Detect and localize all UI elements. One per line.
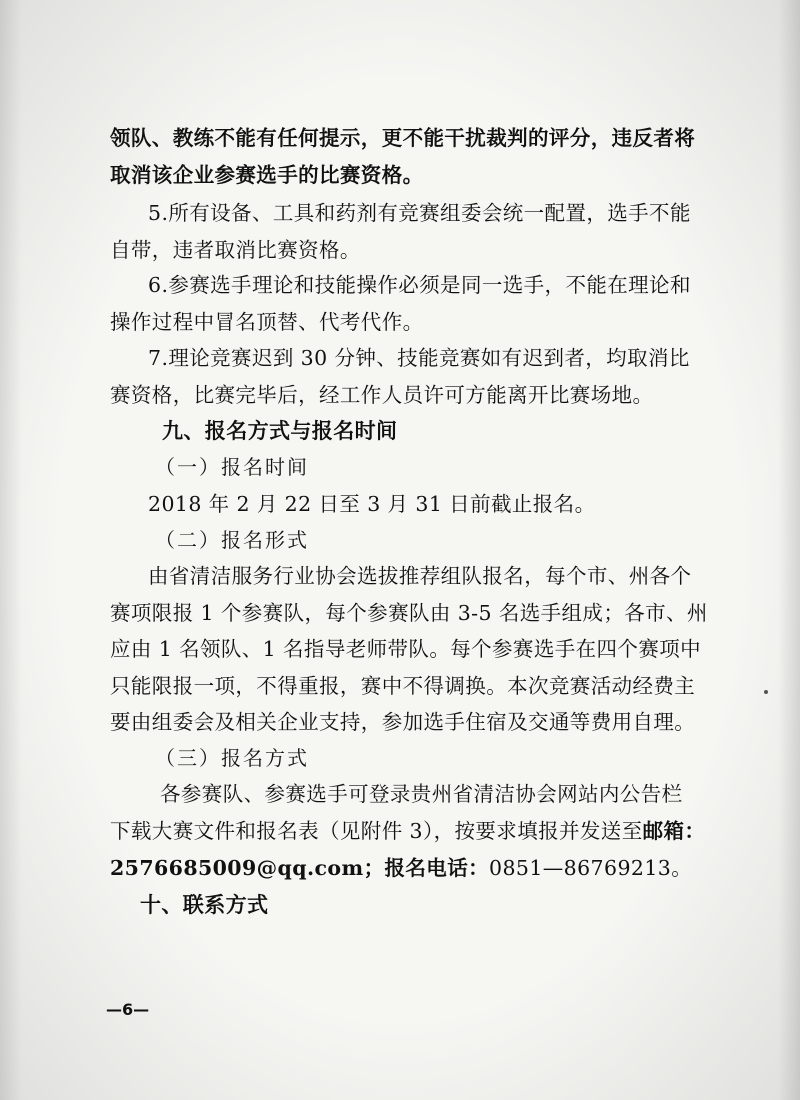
body-line-1: 领队、教练不能有任何提示，更不能干扰裁判的评分，违反者将 — [110, 126, 696, 150]
form-line-4: 只能限报一项，不得重报，赛中不得调换。本次竞赛活动经费主 — [110, 674, 696, 698]
subsection-2-title: （二）报名形式 — [155, 528, 309, 552]
form-line-3: 应由 1 名领队、1 名指导老师带队。每个参赛选手在四个赛项中 — [110, 637, 702, 661]
rule-7-line-1: 7.理论竞赛迟到 30 分钟、技能竞赛如有迟到者，均取消比 — [148, 346, 690, 370]
body-line-2: 取消该企业参赛选手的比赛资格。 — [110, 163, 424, 187]
form-line-2: 赛项限报 1 个参赛队，每个参赛队由 3-5 名选手组成；各市、州 — [110, 601, 708, 625]
form-line-1: 由省清洁服务行业协会选拔推荐组队报名，每个市、州各个 — [148, 564, 692, 588]
page-number: —6— — [106, 1000, 150, 1019]
phone-label: 报名电话： — [384, 856, 489, 880]
method-line-2-text: 下载大赛文件和报名表（见附件 3），按要求填报并发送至 — [110, 819, 643, 843]
method-line-1: 各参赛队、参赛选手可登录贵州省清洁协会网站内公告栏 — [160, 782, 683, 806]
method-line-2 — [110, 813, 710, 849]
contact-line — [110, 850, 710, 886]
subsection-3-title: （三）报名方式 — [155, 746, 309, 770]
subsection-1-title: （一）报名时间 — [155, 455, 309, 479]
scan-speck — [764, 690, 768, 694]
rule-6-line-1: 6.参赛选手理论和技能操作必须是同一选手，不能在理论和 — [148, 273, 691, 297]
rule-7-line-2: 赛资格，比赛完毕后，经工作人员许可方能离开比赛场地。 — [110, 383, 654, 407]
form-line-5: 要由组委会及相关企业支持，参加选手住宿及交通等费用自理。 — [110, 710, 696, 734]
registration-time-text: 2018 年 2 月 22 日至 3 月 31 日前截止报名。 — [148, 492, 596, 516]
section-10-heading: 十、联系方式 — [140, 892, 269, 917]
rule-5-line-1: 5.所有设备、工具和药剂有竞赛组委会统一配置，选手不能 — [148, 201, 691, 225]
email-label: 邮箱： — [642, 819, 706, 843]
rule-6-line-2: 操作过程中冒名顶替、代考代作。 — [110, 310, 424, 334]
phone-number: 0851—86769213。 — [489, 856, 693, 880]
section-9-heading: 九、报名方式与报名时间 — [162, 418, 398, 443]
rule-5-line-2: 自带，违者取消比赛资格。 — [110, 238, 361, 262]
email-address: 2576685009@qq.com； — [110, 856, 385, 880]
